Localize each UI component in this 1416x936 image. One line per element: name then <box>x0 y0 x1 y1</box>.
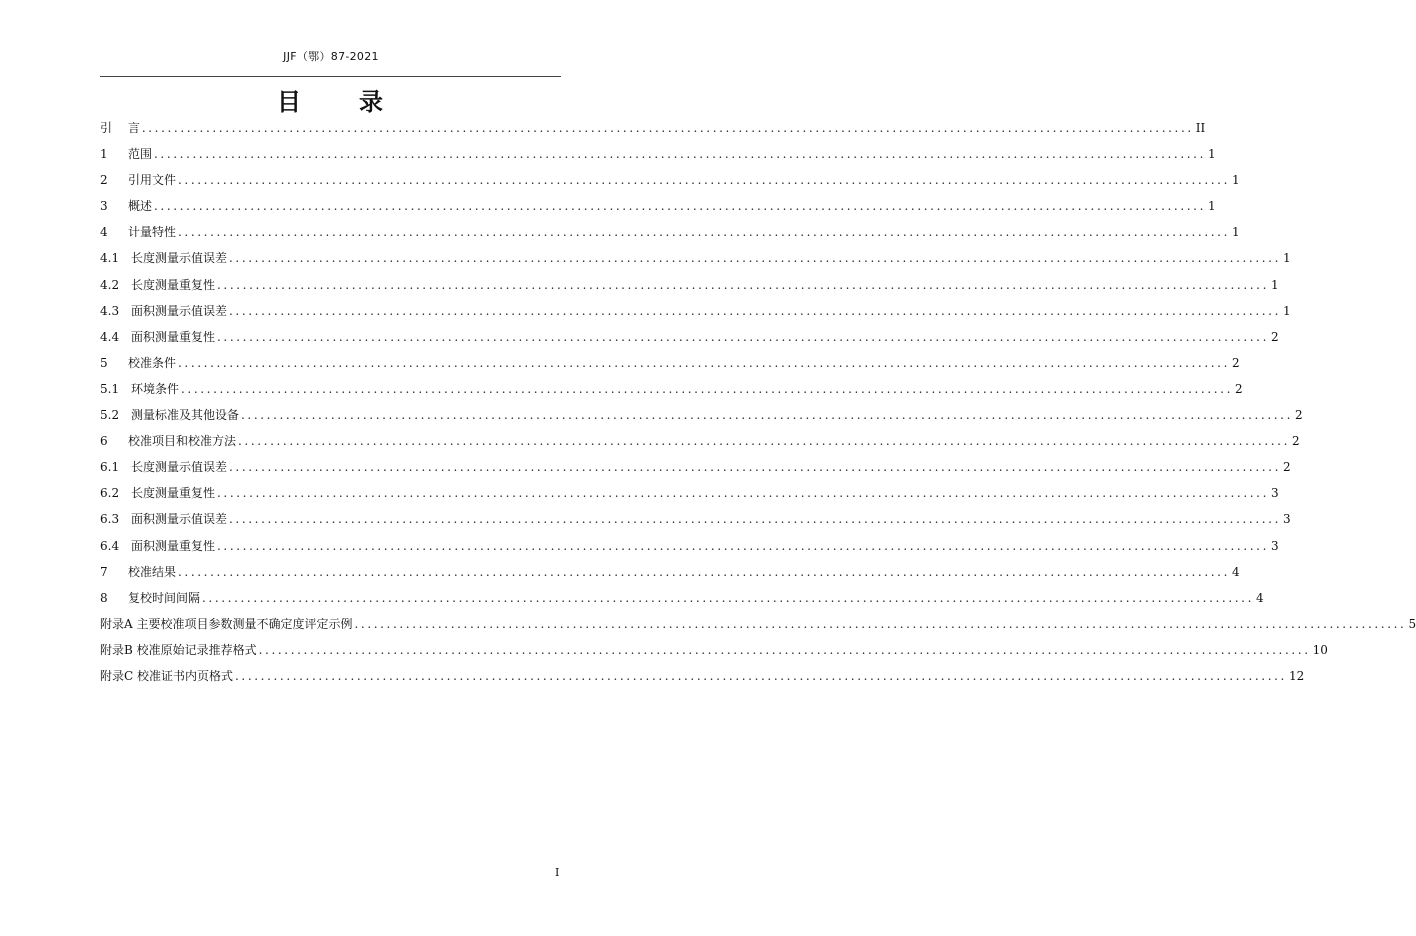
toc-entry-label: 测量标准及其他设备 <box>131 408 240 423</box>
toc-title-char-1: 目 <box>277 87 303 116</box>
toc-entry-7[interactable] <box>100 559 1240 585</box>
toc-entry-page: 1 <box>1207 199 1216 214</box>
toc-dot-leader: .................................................................................................................................................................... <box>141 121 1194 135</box>
toc-entry-page: 1 <box>1231 173 1240 188</box>
toc-entry-5[interactable] <box>100 350 1240 376</box>
toc-entry-label: 范围 <box>128 147 153 162</box>
toc-entry-3[interactable] <box>100 193 1216 219</box>
toc-dot-leader: .................................................................................................................................................................... <box>217 277 1269 292</box>
toc-entry-5-1[interactable] <box>100 376 1243 402</box>
toc-dot-leader: .................................................................................................................................................................... <box>217 538 1269 553</box>
toc-entry-label: 校准结果 <box>128 564 177 579</box>
toc-entry-label: 附录C 校准证书内页格式 <box>100 668 233 683</box>
toc-entry-number: 4.1 <box>100 251 120 266</box>
toc-entry-label: 长度测量重复性 <box>131 277 216 292</box>
toc-entry-appendix-a[interactable] <box>100 611 1416 637</box>
toc-entry-number: 5.2 <box>100 408 120 423</box>
toc-entry-label: 引 言 <box>100 121 140 135</box>
toc-dot-leader: .................................................................................................................................................................... <box>229 512 1281 527</box>
toc-entry-introduction[interactable] <box>100 115 1206 141</box>
toc-entry-label: 面积测量示值误差 <box>131 512 228 527</box>
toc-entry-6-1[interactable] <box>100 454 1291 480</box>
toc-entry-page: 2 <box>1231 355 1240 370</box>
toc-entry-label: 计量特性 <box>128 225 177 240</box>
toc-entry-number: 8 <box>100 590 108 605</box>
toc-dot-leader: .................................................................................................................................................................... <box>178 355 1230 370</box>
toc-dot-leader: .................................................................................................................................................................... <box>178 173 1230 188</box>
toc-dot-leader: .................................................................................................................................................................... <box>178 225 1230 240</box>
toc-entry-number: 6 <box>100 434 108 449</box>
toc-title-char-2: 录 <box>359 87 385 116</box>
toc-entry-4-3[interactable] <box>100 298 1291 324</box>
toc-entry-number: 4.3 <box>100 303 120 318</box>
toc-entry-appendix-b[interactable] <box>100 637 1328 663</box>
toc-entry-appendix-c[interactable] <box>100 663 1305 689</box>
toc-entry-page: 2 <box>1294 408 1303 423</box>
toc-entry-6-3[interactable] <box>100 506 1291 532</box>
document-code-header: JJF（鄂）87-2021 <box>283 50 379 63</box>
toc-dot-leader: .................................................................................................................................................................... <box>202 590 1254 605</box>
toc-entry-page: 2 <box>1282 460 1291 475</box>
toc-entry-1[interactable] <box>100 141 1216 167</box>
toc-dot-leader: .................................................................................................................................................................... <box>229 460 1281 475</box>
toc-entry-label: 长度测量示值误差 <box>131 460 228 475</box>
toc-entry-number: 6.3 <box>100 512 120 527</box>
toc-entry-label: 面积测量重复性 <box>131 329 216 344</box>
toc-entry-number: 4 <box>100 225 108 240</box>
toc-entry-page: 2 <box>1270 329 1279 344</box>
toc-entry-6-2[interactable] <box>100 480 1279 506</box>
toc-entry-label: 附录A 主要校准项目参数测量不确定度评定示例 <box>100 616 353 631</box>
header-divider <box>100 76 561 77</box>
toc-entry-label: 校准项目和校准方法 <box>128 434 237 449</box>
toc-entry-label: 面积测量重复性 <box>131 538 216 553</box>
toc-dot-leader: .................................................................................................................................................................... <box>258 642 1311 657</box>
toc-entry-4[interactable] <box>100 219 1240 245</box>
toc-dot-leader: .................................................................................................................................................................... <box>241 408 1293 423</box>
toc-entry-number: 6.4 <box>100 538 120 553</box>
toc-entry-page: 4 <box>1255 590 1264 605</box>
toc-entry-page: 1 <box>1270 277 1279 292</box>
toc-entry-label: 附录B 校准原始记录推荐格式 <box>100 642 257 657</box>
toc-entry-number: 7 <box>100 564 108 579</box>
toc-entry-label: 校准条件 <box>128 355 177 370</box>
toc-entry-number: 3 <box>100 199 108 214</box>
toc-entry-number: 5 <box>100 355 108 370</box>
page-number: I <box>555 866 560 879</box>
toc-entry-4-1[interactable] <box>100 245 1291 271</box>
table-of-contents <box>100 115 1416 689</box>
toc-entry-4-4[interactable] <box>100 324 1279 350</box>
toc-entry-label: 概述 <box>128 199 153 214</box>
toc-entry-page: 3 <box>1270 486 1279 501</box>
toc-entry-2[interactable] <box>100 167 1240 193</box>
toc-entry-page: 10 <box>1312 642 1328 657</box>
toc-entry-8[interactable] <box>100 585 1264 611</box>
toc-entry-page: 1 <box>1207 147 1216 162</box>
toc-entry-page: 12 <box>1288 668 1305 683</box>
toc-entry-label: 长度测量示值误差 <box>131 251 228 266</box>
toc-dot-leader: .................................................................................................................................................................... <box>229 251 1281 266</box>
toc-entry-number: 6.1 <box>100 460 120 475</box>
toc-dot-leader: .................................................................................................................................................................... <box>217 486 1269 501</box>
toc-entry-page: 3 <box>1270 538 1279 553</box>
toc-dot-leader: .................................................................................................................................................................... <box>235 668 1287 683</box>
toc-dot-leader: .................................................................................................................................................................... <box>154 199 1206 214</box>
toc-title <box>0 82 662 117</box>
toc-dot-leader: .................................................................................................................................................................... <box>154 147 1206 162</box>
toc-dot-leader: .................................................................................................................................................................... <box>238 434 1290 449</box>
toc-dot-leader: .................................................................................................................................................................... <box>217 329 1269 344</box>
toc-dot-leader: .................................................................................................................................................................... <box>354 616 1407 631</box>
toc-entry-page: 2 <box>1291 434 1300 449</box>
toc-entry-6-4[interactable] <box>100 533 1279 559</box>
toc-entry-page: 1 <box>1231 225 1240 240</box>
toc-entry-number: 6.2 <box>100 486 120 501</box>
toc-dot-leader: .................................................................................................................................................................... <box>229 303 1281 318</box>
toc-entry-page: II <box>1195 121 1206 135</box>
toc-entry-4-2[interactable] <box>100 272 1279 298</box>
toc-entry-number: 4.4 <box>100 329 120 344</box>
toc-dot-leader: .................................................................................................................................................................... <box>181 381 1233 396</box>
toc-entry-number: 1 <box>100 147 108 162</box>
toc-entry-number: 5.1 <box>100 381 120 396</box>
toc-entry-label: 环境条件 <box>131 381 180 396</box>
toc-dot-leader: .................................................................................................................................................................... <box>178 564 1230 579</box>
toc-entry-label: 长度测量重复性 <box>131 486 216 501</box>
toc-entry-6[interactable] <box>100 428 1300 454</box>
toc-entry-label: 复校时间间隔 <box>128 590 201 605</box>
toc-entry-label: 面积测量示值误差 <box>131 303 228 318</box>
toc-entry-page: 4 <box>1231 564 1240 579</box>
toc-entry-number: 2 <box>100 173 108 188</box>
toc-entry-page: 1 <box>1282 251 1291 266</box>
toc-entry-page: 3 <box>1282 512 1291 527</box>
toc-entry-page: 1 <box>1282 303 1291 318</box>
toc-entry-5-2[interactable] <box>100 402 1303 428</box>
toc-entry-label: 引用文件 <box>128 173 177 188</box>
toc-entry-page: 2 <box>1234 381 1243 396</box>
toc-entry-page: 5 <box>1408 616 1416 631</box>
toc-entry-number: 4.2 <box>100 277 120 292</box>
